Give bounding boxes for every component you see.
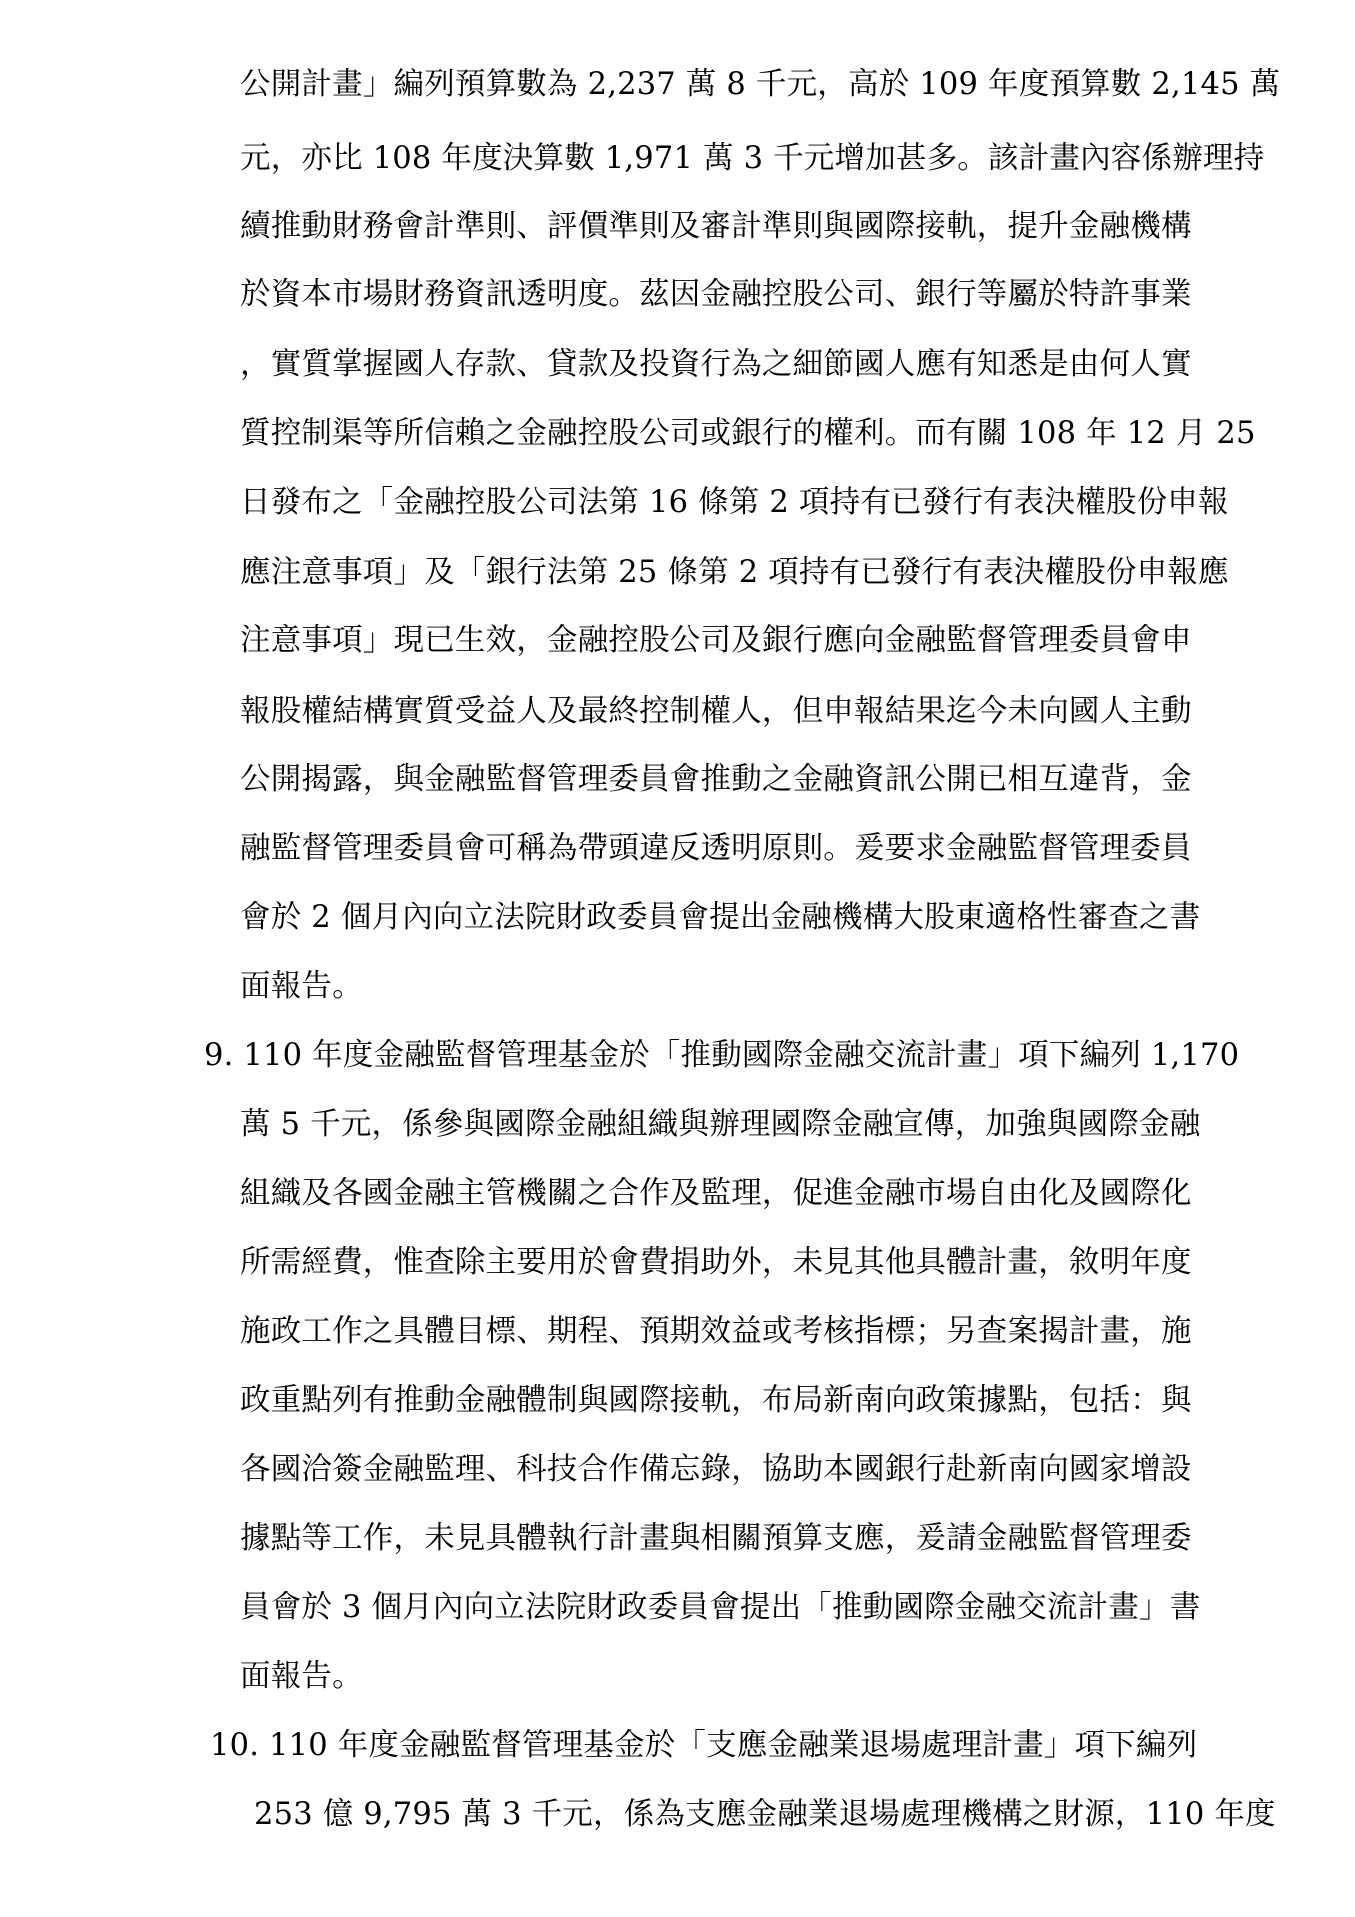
text-line: 注意事項」現已生效，金融控股公司及銀行應向金融監督管理委員會申: [240, 623, 1192, 658]
list-item-10-heading: 10. 110 年度金融監督管理基金於「支應金融業退場處理計畫」項下編列: [210, 1728, 1198, 1763]
text-line: 萬 5 千元，係參與國際金融組織與辦理國際金融宣傳，加強與國際金融: [240, 1107, 1201, 1142]
text-line: ，實質掌握國人存款、貸款及投資行為之細節國人應有知悉是由何人實: [240, 347, 1192, 382]
text-line: 質控制渠等所信賴之金融控股公司或銀行的權利。而有關 108 年 12 月 25: [240, 416, 1256, 451]
text-line: 政重點列有推動金融體制與國際接軌，布局新南向政策據點，包括：與: [240, 1383, 1192, 1418]
text-line: 面報告。: [240, 969, 363, 1004]
text-line: 元，亦比 108 年度決算數 1,971 萬 3 千元增加甚多。該計畫內容係辦理持: [240, 141, 1265, 176]
text-line: 於資本市場財務資訊透明度。茲因金融控股公司、銀行等屬於特許事業: [240, 277, 1192, 312]
text-line: 據點等工作，未見具體執行計畫與相關預算支應，爰請金融監督管理委: [240, 1521, 1192, 1556]
text-line: 各國洽簽金融監理、科技合作備忘錄，協助本國銀行赴新南向國家增設: [240, 1452, 1192, 1487]
text-line: 融監督管理委員會可稱為帶頭違反透明原則。爰要求金融監督管理委員: [240, 831, 1192, 866]
text-line: 組織及各國金融主管機關之合作及監理，促進金融市場自由化及國際化: [240, 1176, 1192, 1211]
text-line: 公開揭露，與金融監督管理委員會推動之金融資訊公開已相互違背，金: [240, 762, 1192, 797]
text-line: 續推動財務會計準則、評價準則及審計準則與國際接軌，提升金融機構: [240, 209, 1192, 244]
text-line: 應注意事項」及「銀行法第 25 條第 2 項持有已發行有表決權股份申報應: [240, 555, 1229, 590]
list-item-9-heading: 9. 110 年度金融監督管理基金於「推動國際金融交流計畫」項下編列 1,170: [204, 1038, 1240, 1073]
text-line: 253 億 9,795 萬 3 千元，係為支應金融業退場處理機構之財源，110 年度: [254, 1797, 1276, 1832]
text-line: 日發布之「金融控股公司法第 16 條第 2 項持有已發行有表決權股份申報: [240, 485, 1229, 520]
text-line: 施政工作之具體目標、期程、預期效益或考核指標；另查案揭計畫，施: [240, 1314, 1192, 1349]
text-line: 面報告。: [240, 1659, 363, 1694]
text-line: 公開計畫」編列預算數為 2,237 萬 8 千元，高於 109 年度預算數 2,145 萬: [240, 67, 1281, 102]
text-line: 會於 2 個月內向立法院財政委員會提出金融機構大股東適格性審查之書: [240, 900, 1201, 935]
text-line: 所需經費，惟查除主要用於會費捐助外，未見其他具體計畫，敘明年度: [240, 1245, 1192, 1280]
text-line: 員會於 3 個月內向立法院財政委員會提出「推動國際金融交流計畫」書: [240, 1590, 1201, 1625]
text-line: 報股權結構實質受益人及最終控制權人，但申報結果迄今未向國人主動: [240, 694, 1192, 729]
